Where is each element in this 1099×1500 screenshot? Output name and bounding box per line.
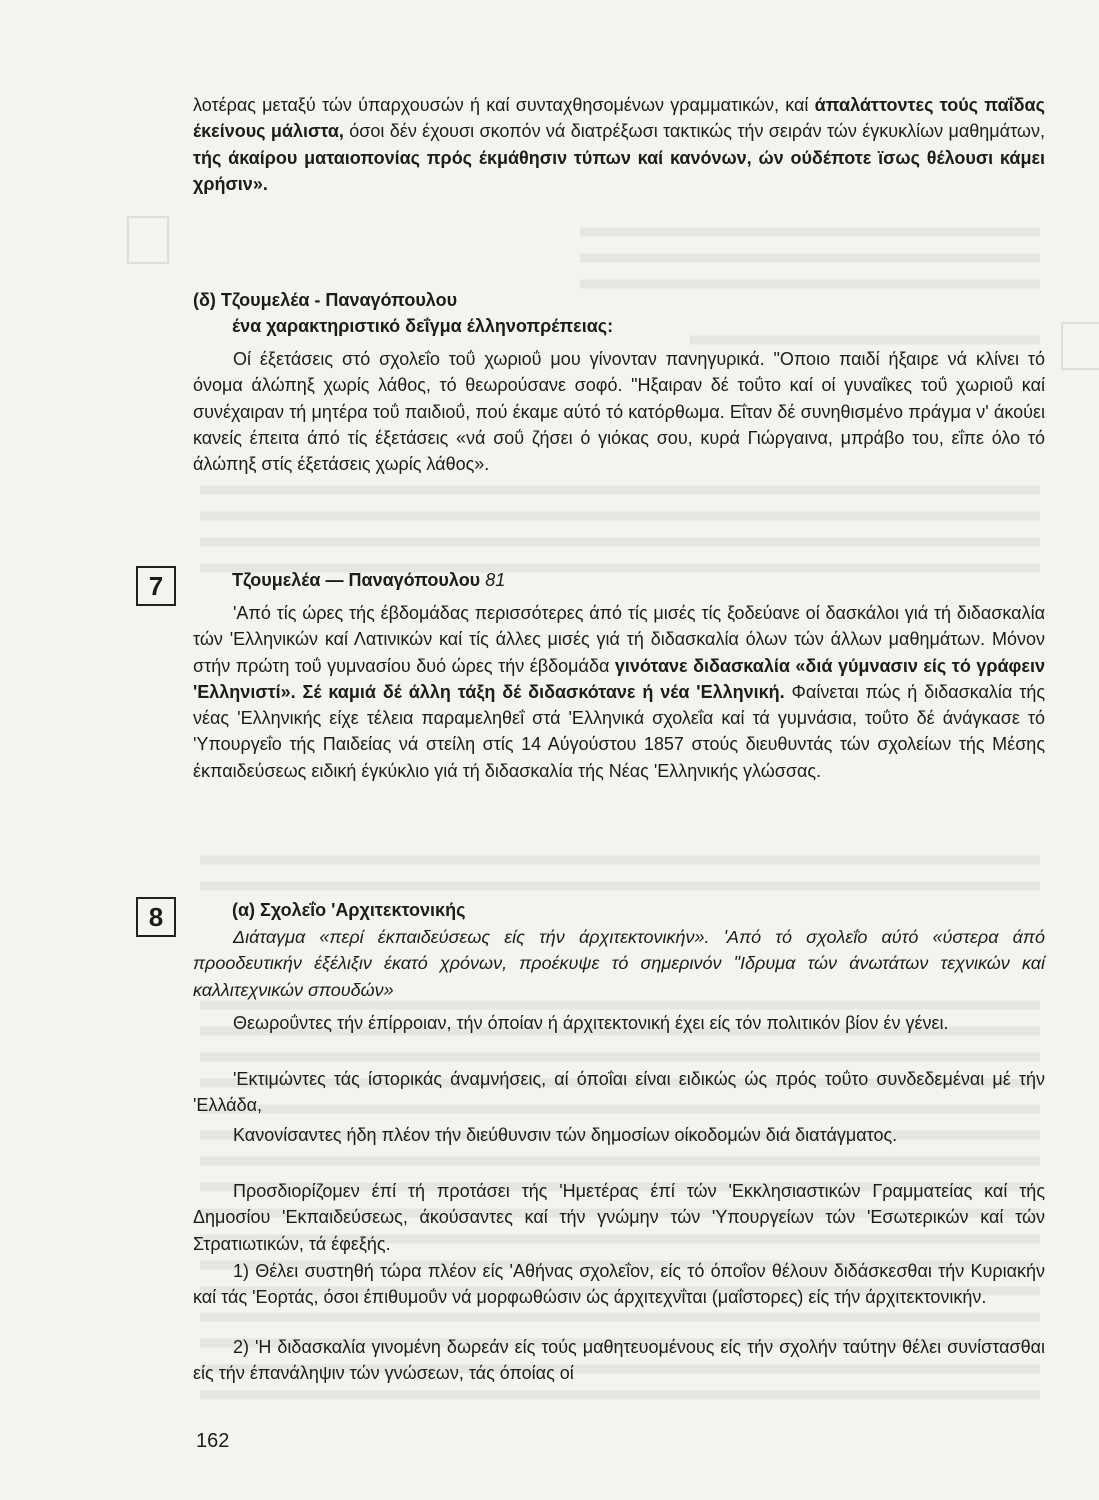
section-d-subheading: ένα χαρακτηριστικό δεΐγμα έλληνοπρέπειας: xyxy=(232,316,614,336)
section-number-box-7: 7 xyxy=(136,566,176,606)
section-8-para-4 xyxy=(193,1178,1045,1257)
text-run: Οί έξετάσεις στό σχολεΐο τοΰ χωριοΰ μου γίνονταν πανηγυρικά. "Οποιο παιδί ήξαιρε νά κλίνει τό όνομα άλώπηξ χωρίς λάθος, τό θεωρούσανε σοφό. "Ηξαιραν δέ τοΰτο καί οί γυναΐκες τοΰ χωριοΰ καί συνέχαιραν τή μητέρα τοΰ παιδιοΰ, πού έκαμε αύτό τό κατόρθωμα. Εΐταν δέ συνηθισμένο πράγμα ν' άκούει κανείς έπειτα άπό τίς έξετάσεις «νά σοΰ ζήσει ό γιόκας σου, κυρά Γιώργαινα, μπράβο του, εΐπε όλο τό άλώπηξ στίς έξετάσεις χωρίς λάθος». xyxy=(193,349,1045,475)
section-d-heading: (δ) Τζουμελέα - Παναγόπουλου xyxy=(193,290,458,310)
bleed-box-left xyxy=(128,217,168,263)
section-7-body xyxy=(193,600,1045,784)
bold-run: άπαλάττοντες τούς παΐδας έκείνους μάλιστα, xyxy=(193,95,1045,142)
text-run: 'Από τίς ώρες τής έβδομάδας περισσότερες άπό τίς μισές τίς ξοδεύανε οί δασκάλοι γιά τή διδασκαλία τών 'Ελληνικών καί Λατινικών καί τίς άλλες μισές γιά τή διδασκαλία όλων τών άλλων μαθημάτων. Μόνον στήν πρώτη τοΰ γυμνασίου δυό ώρες τήν έβδομάδα xyxy=(193,603,1045,676)
bold-run: τής άκαίρου ματαιοπονίας πρός έκμάθησιν τύπων καί κανόνων, ών ούδέποτε ϊσως θέλουσι κάμει χρήσιν». xyxy=(193,147,1045,194)
text-run: 1) Θέλει συστηθή τώρα πλέον είς 'Αθήνας σχολεΐον, είς τό όποΐον θέλουν διδάσκεσθαι τήν Κυριακήν καί τάς 'Εορτάς, όσοι έπιθυμοΰν νά μορφωθώσιν ώς άρχιτεχνΐται (μαΐστορες) είς τήν άρχιτεκτονικήν. xyxy=(193,1261,1045,1308)
text-run: 'Εκτιμώντες τάς ίστορικάς άναμνήσεις, αί όποΐαι είναι ειδικώς ώς πρός τοΰτο συνδεδεμέναι μέ τήν 'Ελλάδα, xyxy=(193,1069,1045,1116)
section-8-para-2 xyxy=(193,1066,1045,1119)
text-run: 2) 'Η διδασκαλία γινομένη δωρεάν είς τούς μαθητευομένους είς τήν σχολήν ταύτην θέλει συνίστασθαι είς τήν έπανάληψιν τών γνώσεων, τάς όποίας οί xyxy=(193,1337,1045,1384)
page-number: 162 xyxy=(196,1430,230,1452)
section-8-para-6 xyxy=(193,1334,1045,1387)
heading-text: Τζουμελέα — Παναγόπουλου xyxy=(232,570,481,590)
section-7-heading xyxy=(232,570,505,591)
bleed-box-right xyxy=(1062,323,1099,369)
section-8-italic-note xyxy=(193,924,1045,1003)
bold-run: γινότανε διδασκαλία «διά γύμνασιν είς τό γράφειν 'Ελληνιστί». Σέ καμιά δέ άλλη τάξη δέ διδασκότανε ή νέα 'Ελληνική. xyxy=(193,655,1045,702)
text-run: Κανονίσαντες ήδη πλέον τήν διεύθυνσιν τών δημοσίων οίκοδομών διά διατάγματος. xyxy=(233,1125,898,1145)
section-8-para-1 xyxy=(193,1010,1045,1036)
section-number-box-8: 8 xyxy=(136,897,176,937)
text-run: όσοι δέν έχουσι σκοπόν νά διατρέξωσι τακτικώς τήν σειράν τών έγκυκλίων μαθημάτων, xyxy=(343,121,1045,142)
heading-page-ref: 81 xyxy=(485,570,506,590)
text-run: Φαίνεται πώς ή διδασκαλία τής νέας 'Ελληνικής είχε τέλεια παραμεληθεΐ στά 'Ελληνικά σχολεΐα καί τά γυμνάσια, τοΰτο δέ άνάγκασε τό 'Υπουργεΐο τής Παιδείας νά στείλη στίς 14 Αύγούστου 1857 στούς διευθυντάς τών σχολείων τής Μέσης έκπαιδεύσεως ειδική έγκύκλιο γιά τή διδασκαλία τής Νέας 'Ελληνικής γλώσσας. xyxy=(193,681,1046,781)
section-d-body xyxy=(193,346,1045,477)
text-run: Διάταγμα «περί έκπαιδεύσεως είς τήν άρχιτεκτονικήν». 'Από τό σχολεΐο αύτό «ύστερα άπό προοδευτικήν έξέλιξιν έκατό χρόνων, προέκυψε τό σημερινόν "Ιδρυμα τών άνωτάτων τεχνικών καί καλλιτεχνικών σπουδών» xyxy=(193,927,1045,1000)
section-8-heading: (α) Σχολεΐο 'Αρχιτεκτονικής xyxy=(232,900,466,920)
text-run: Θεωροΰντες τήν έπίρροιαν, τήν όποίαν ή άρχιτεκτονική έχει είς τόν πολιτικόν βίον έν γένει. xyxy=(233,1013,949,1033)
text-run: Προσδιορίζομεν έπί τή προτάσει τής 'Ημετέρας έπί τών 'Εκκλησιαστικών Γραμματείας καί τής Δημοσίου 'Εκπαιδεύσεως, άκούσαντες καί τήν γνώμην τών 'Υπουργείων τών 'Εσωτερικών καί τών Στρατιωτικών, τά έφεξής. xyxy=(193,1181,1045,1254)
top-paragraph xyxy=(193,92,1045,197)
section-8-para-3 xyxy=(193,1122,1045,1148)
section-8-para-5 xyxy=(193,1258,1045,1311)
text-run: λοτέρας μεταξύ τών ύπαρχουσών ή καί συνταχθησομένων γραμματικών, καί xyxy=(193,95,815,115)
